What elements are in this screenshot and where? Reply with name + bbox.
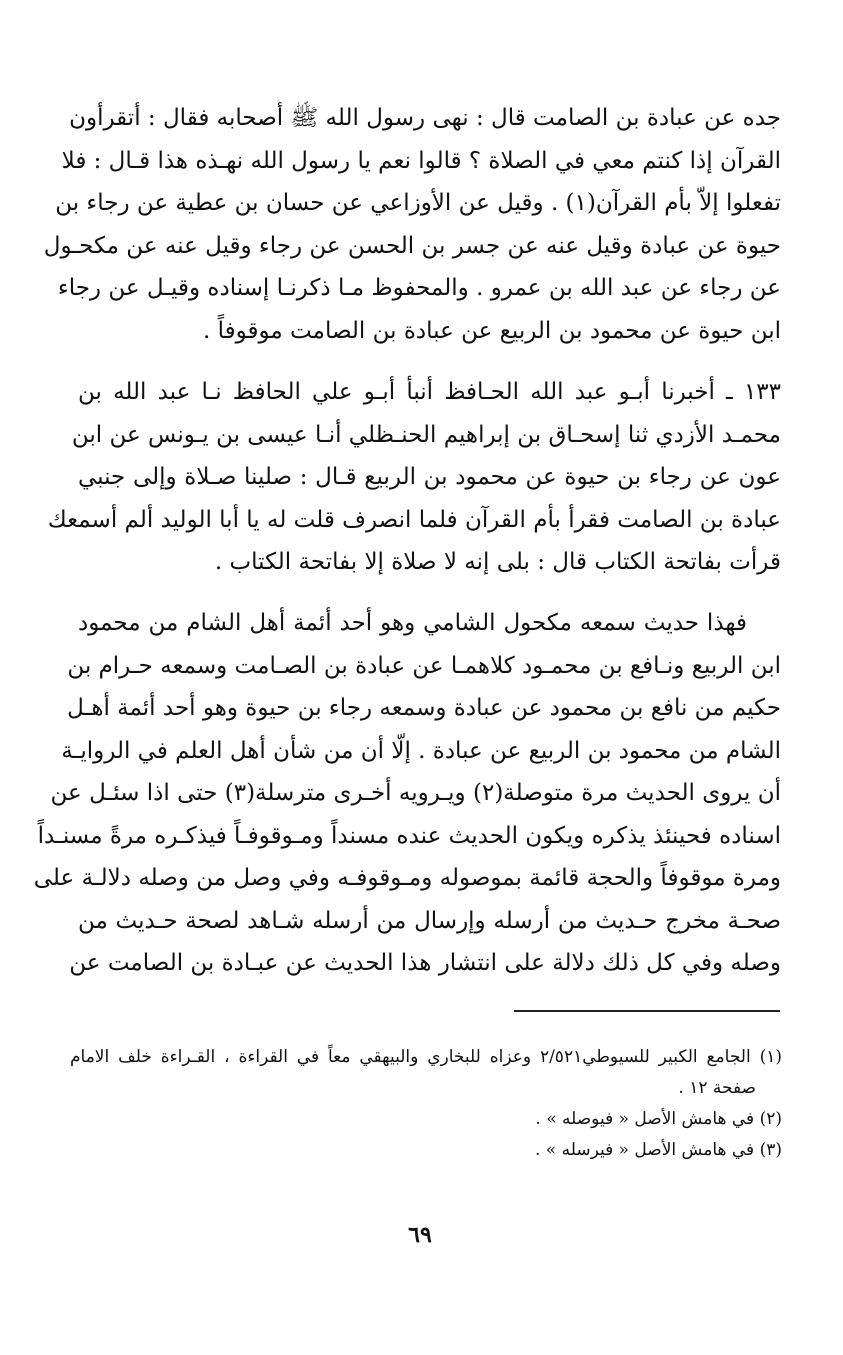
footnote-2: (٢) في هامش الأصل « فيوصله » . xyxy=(535,1109,782,1129)
text-line: ومرة موقوفاً والحجة قائمة بموصوله ومـوقوفـه وفي وصل من وصله دلالـة على xyxy=(33,865,781,891)
text-line: قرأت بفاتحة الكتاب قال : بلى إنه لا صلاة إلا بفاتحة الكتاب . xyxy=(214,549,781,575)
text-line: اسناده فحينئذ يذكره ويكون الحديث عنده مسنداً ومـوقوفـاً فيذكـره مرةً مسنـداً xyxy=(37,822,781,849)
text-line: عبادة بن الصامت فقرأ بأم القرآن فلما انصرف قلت له يا أبا الوليد ألم أسمعك xyxy=(47,506,781,533)
footnote-1-continuation: صفحة ١٢ . xyxy=(678,1078,756,1098)
footnotes xyxy=(70,1042,782,1166)
text-line: ابن حيوة عن محمود بن الربيع عن عبادة بن الصامت موقوفاً . xyxy=(203,317,781,344)
text-line: القرآن إذا كنتم معي في الصلاة ؟ قالوا نعم يا رسول الله نهـذه هذا قـال : فلا xyxy=(61,147,781,174)
page-number: ٦٩ xyxy=(408,1222,432,1248)
text-line: فهذا حديث سمعه مكحول الشامي وهو أحد أئمة أهل الشام من محمود xyxy=(78,610,747,636)
paragraph-2 xyxy=(47,371,781,584)
text-line: حيوة عن عبادة وقيل عنه عن جسر بن الحسن عن رجاء وقيل عنه عن مكحـول xyxy=(43,232,781,259)
text-line: الشام من محمود بن الربيع عن عبادة . إلّا أن من شأن أهل العلم في الروايـة xyxy=(61,737,781,764)
text-line: ابن الربيع ونـافع بن محمـود كلاهمـا عن عبادة بن الصـامت وسمعه حـرام بن xyxy=(67,652,781,679)
text-line: عون عن رجاء بن حيوة عن محمود بن الربيع قـال : صلينا صـلاة وإلى جنبي xyxy=(78,464,781,490)
paragraph-3 xyxy=(33,602,781,985)
text-line: أن يروى الحديث مرة متوصلة(٢) ويـرويه أخـرى مترسلة(٣) حتى اذا سئـل عن xyxy=(50,780,781,806)
footnote-3: (٣) في هامش الأصل « فيرسله » . xyxy=(534,1140,782,1160)
text-line: ١٣٣ ـ أخبرنا أبـو عبد الله الحـافظ أنبأ أبـو علي الحافظ نـا عبد الله بن xyxy=(78,379,781,405)
footnote-1: (١) الجامع الكبير للسيوطي٢/٥٢١ وعزاه للبخاري والبيهقي معاً في القراءة ، القـراءة خلف الامام xyxy=(70,1047,782,1067)
text-line: تفعلوا إلاّ بأم القرآن(١) . وقيل عن الأوزاعي عن حسان بن عطية عن رجاء بن xyxy=(55,190,781,216)
footnote-divider xyxy=(514,1010,780,1012)
text-line: وصله وفي كل ذلك دلالة على انتشار هذا الحديث عن عبـادة بن الصامت عن xyxy=(69,950,781,976)
text-line: صحـة مخرج حـديث من أرسله وإرسال من أرسله شـاهد لصحة حـديث من xyxy=(78,907,781,934)
text-line: عن رجاء عن عبد الله بن عمرو . والمحفوظ مـا ذكرنـا إسناده وقيـل عن رجاء xyxy=(57,275,781,301)
text-line: جده عن عبادة بن الصامت قال : نهى رسول الله ﷺ أصحابه فقال : أتقرأون xyxy=(69,105,781,131)
text-line: حكيم من نافع بن محمود عن عبادة وسمعه رجاء بن حيوة وهو أحد أئمة أهـل xyxy=(67,695,781,721)
paragraph-1 xyxy=(43,97,781,352)
text-line: محمـد الأزدي ثنا إسحـاق بن إبراهيم الحنـظلي أنـا عيسى بن يـونس عن ابن xyxy=(71,421,781,448)
